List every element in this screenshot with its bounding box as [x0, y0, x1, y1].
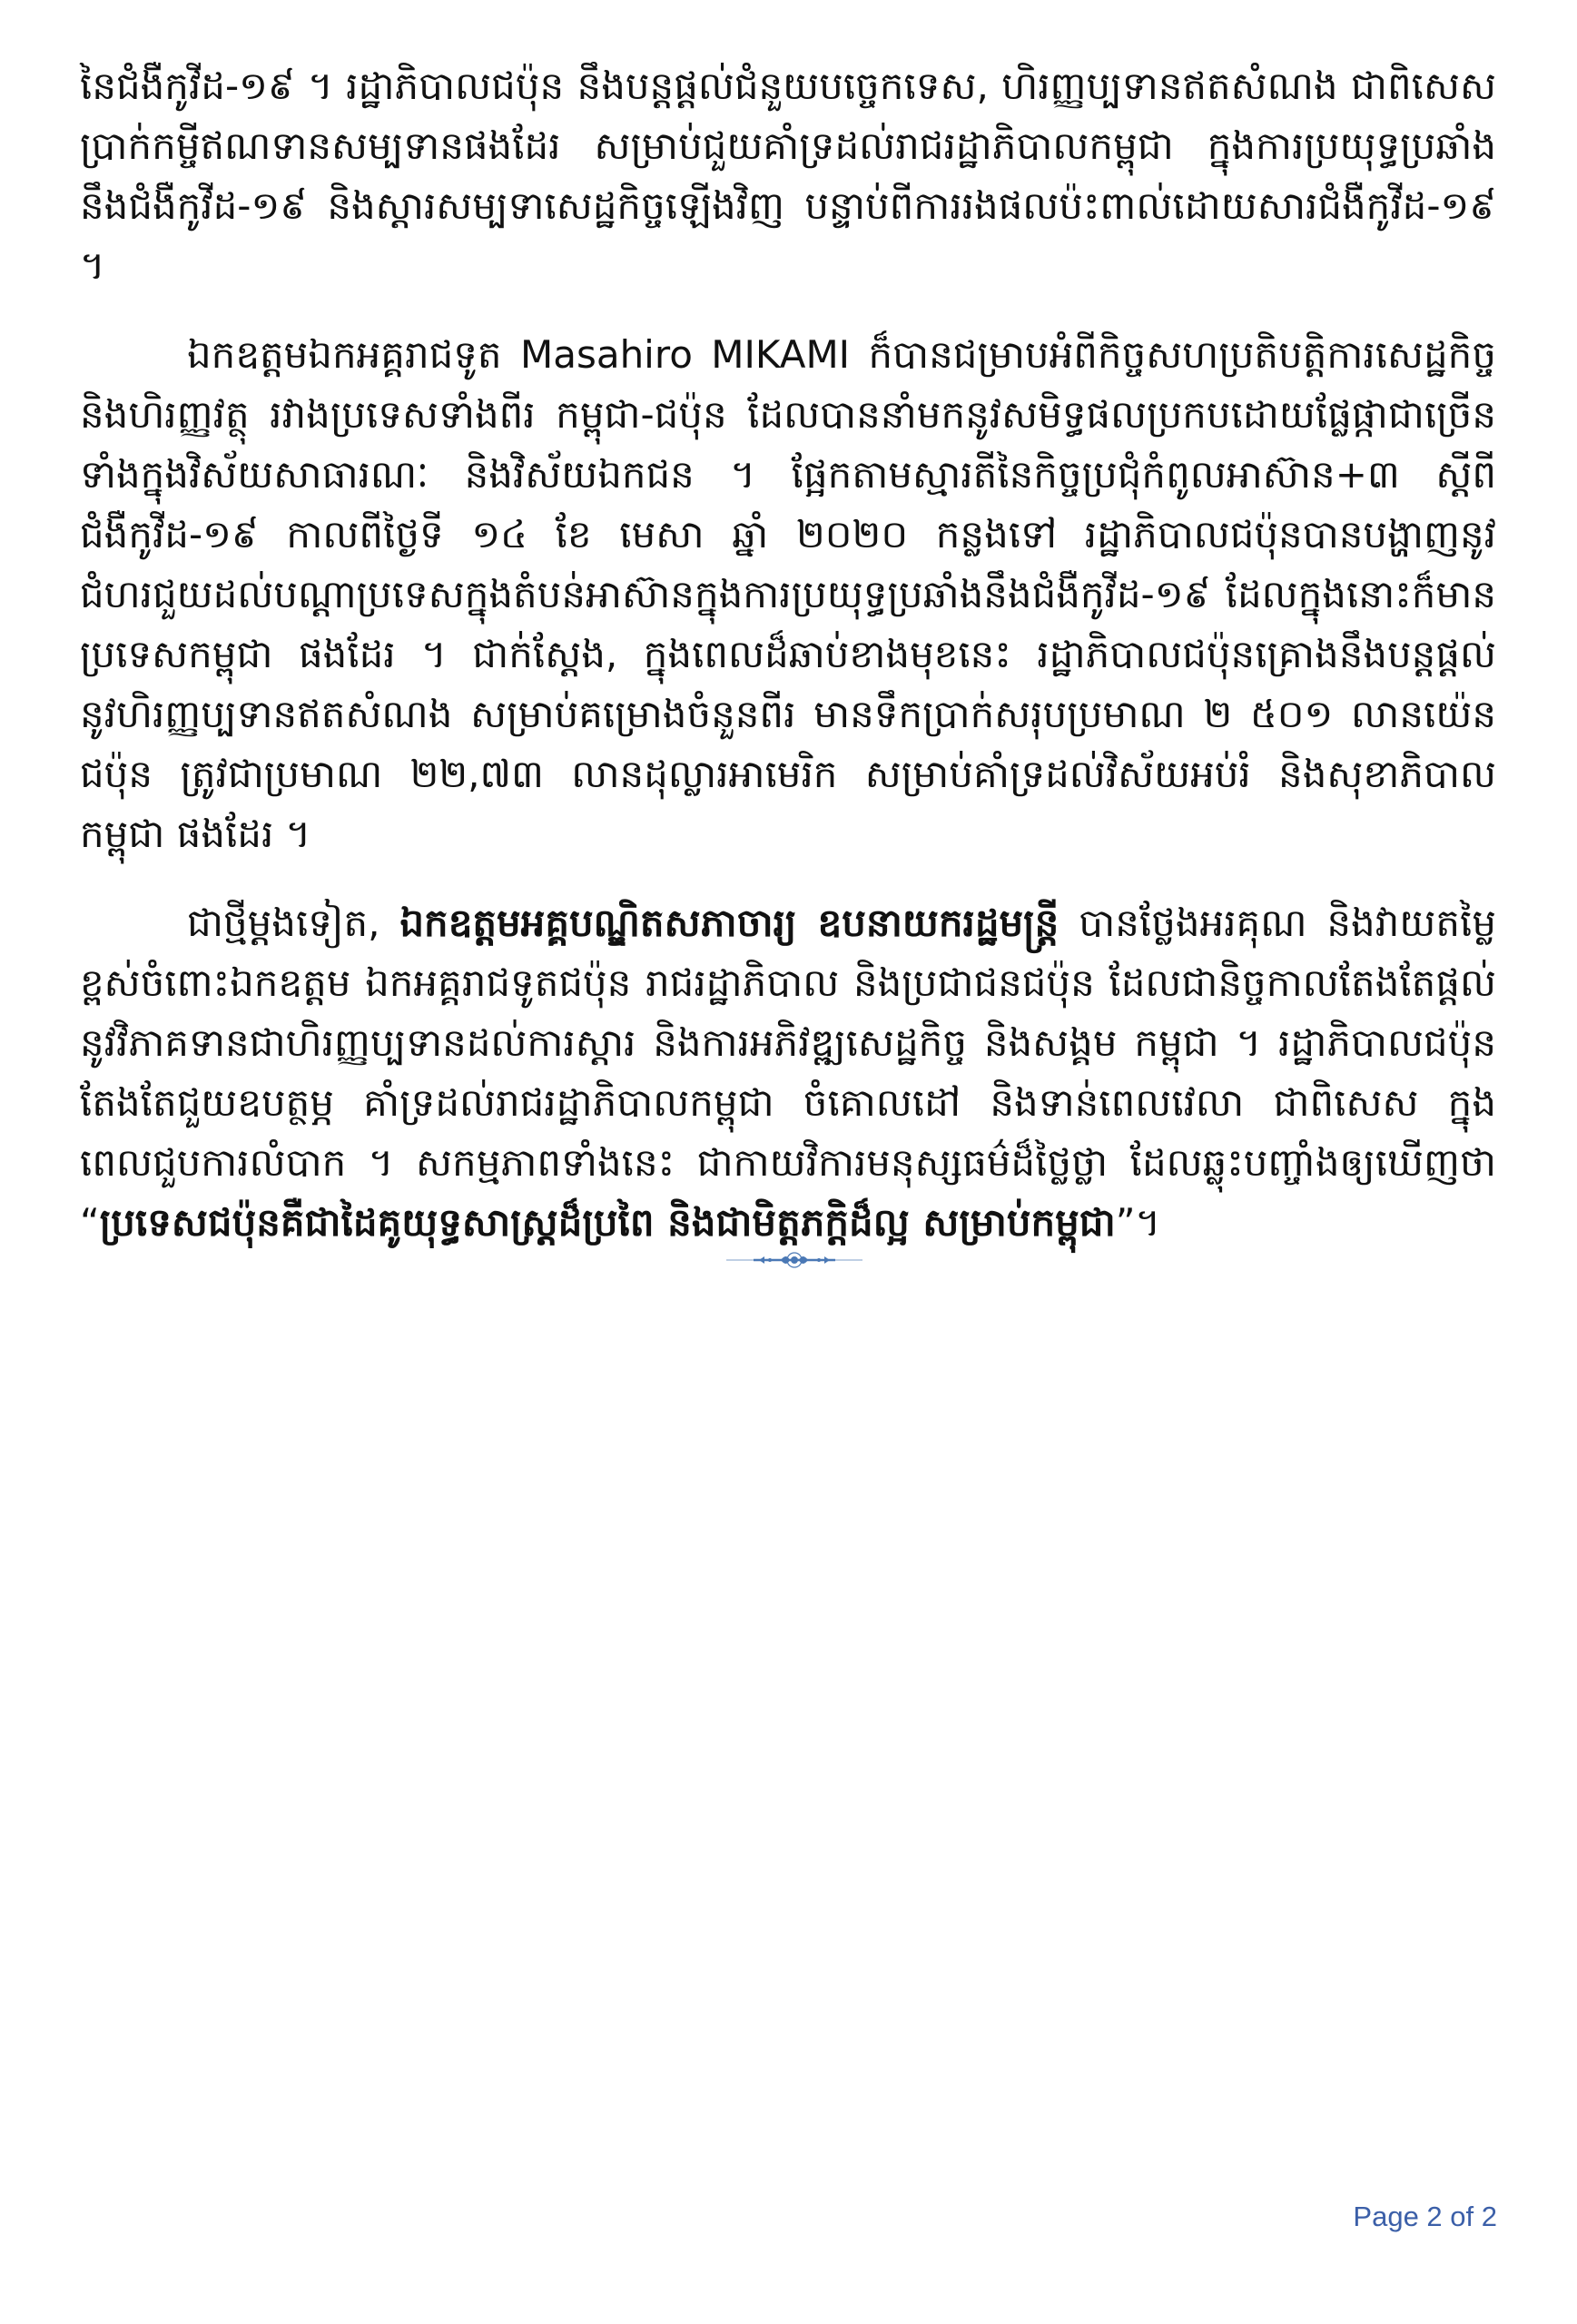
- paragraph-3-end: ”។: [1115, 1200, 1161, 1245]
- paragraph-3-body: បានថ្លែងអរគុណ និងវាយតម្លៃខ្ពស់ចំពោះឯកឧត្តម ឯកអគ្គរាជទូតជប៉ុន រាជរដ្ឋាភិបាល និងប្រជាជនជប៉ុន ដែលជានិច្ចកាលតែងតែផ្តល់នូវវិភាគទានជាហិរញ្ញប្បទានដល់ការស្តារ និងការអភិវឌ្ឍសេដ្ឋកិច្ច និងសង្គម កម្ពុជា ។ រដ្ឋាភិបាលជប៉ុន តែងតែជួយឧបត្ថម្ភ គាំទ្រដល់រាជរដ្ឋាភិបាលកម្ពុជា ចំគោលដៅ និងទាន់ពេលវេលា ជាពិសេស ក្នុងពេលជួបការលំបាក ។ សកម្មភាពទាំងនេះ ជាកាយវិការមនុស្សធម៌ដ៏ថ្លៃថ្លា ដែលឆ្លុះបញ្ចាំងឲ្យឃើញថា “: [80, 901, 1496, 1245]
- paragraph-3-intro: ជាថ្មីម្តងទៀត,: [187, 901, 400, 945]
- paragraph-1: នៃជំងឺកូវីដ-១៩ ។ រដ្ឋាភិបាលជប៉ុន នឹងបន្តផ្តល់ជំនួយបច្ចេកទេស, ហិរញ្ញប្បទានឥតសំណង ជាពិសេស ប្រាក់កម្ចីឥណទានសម្បទានផងដែរ សម្រាប់ជួយគាំទ្រដល់រាជរដ្ឋាភិបាលកម្ពុជា ក្នុងការប្រយុទ្ធប្រឆាំងនឹងជំងឺកូវីដ-១៩ និងស្តារសម្បទាសេដ្ឋកិច្ចឡើងវិញ បន្ទាប់ពីការរងផលប៉ះពាល់ដោយសារជំងឺកូវីដ-១៩ ។: [80, 64, 1496, 288]
- paragraph-2: ឯកឧត្តមឯកអគ្គរាជទូត Masahiro MIKAMI ក៏បានជម្រាបអំពីកិច្ចសហប្រតិបត្តិការសេដ្ឋកិច្ច និងហិរញ្ញវត្ថុ រវាងប្រទេសទាំងពីរ កម្ពុជា-ជប៉ុន ដែលបាននាំមកនូវសមិទ្ធផលប្រកបដោយផ្លែផ្កាជាច្រើន ទាំងក្នុងវិស័យសាធារណៈ និងវិស័យឯកជន ។ ផ្អែកតាមស្មារតីនៃកិច្ចប្រជុំកំពូលអាស៊ាន+៣ ស្តីពីជំងឺកូវីដ-១៩ កាលពីថ្ងៃទី ១៤ ខែ មេសា ឆ្នាំ ២០២០ កន្លងទៅ រដ្ឋាភិបាលជប៉ុនបានបង្ហាញនូវជំហរជួយដល់បណ្តាប្រទេសក្នុងតំបន់អាស៊ានក្នុងការប្រយុទ្ធប្រឆាំងនឹងជំងឺកូវីដ-១៩ ដែលក្នុងនោះក៏មានប្រទេសកម្ពុជា ផងដែរ ។ ជាក់ស្តែង, ក្នុងពេលដ៏ឆាប់ខាងមុខនេះ រដ្ឋាភិបាលជប៉ុនគ្រោងនឹងបន្តផ្តល់នូវហិរញ្ញប្បទានឥតសំណង សម្រាប់គម្រោងចំនួនពីរ មានទឹកប្រាក់សរុបប្រមាណ ២ ៥០១ លានយ៉េនជប៉ុន ត្រូវជាប្រមាណ ២២,៧៣ លានដុល្លារអាមេរិក សម្រាប់គាំទ្រដល់វិស័យអប់រំ និងសុខាភិបាលកម្ពុជា ផងដែរ ។: [80, 332, 1496, 856]
- paragraph-3-quote: ប្រទេសជប៉ុនគឺជាដៃគូយុទ្ធសាស្ត្រដ៏ប្រពៃ និងជាមិត្តភក្តិដ៏ល្អ សម្រាប់កម្ពុជា: [99, 1200, 1116, 1245]
- document-body: [80, 56, 1496, 1282]
- ornament-divider-icon: [726, 1249, 862, 1271]
- paragraph-3: [80, 893, 1496, 1253]
- paragraph-3-title-name: ឯកឧត្តមអគ្គបណ្ឌិតសភាចារ្យ ឧបនាយករដ្ឋមន្ត្រី: [399, 901, 1060, 945]
- page-number: Page 2 of 2: [1353, 2201, 1497, 2232]
